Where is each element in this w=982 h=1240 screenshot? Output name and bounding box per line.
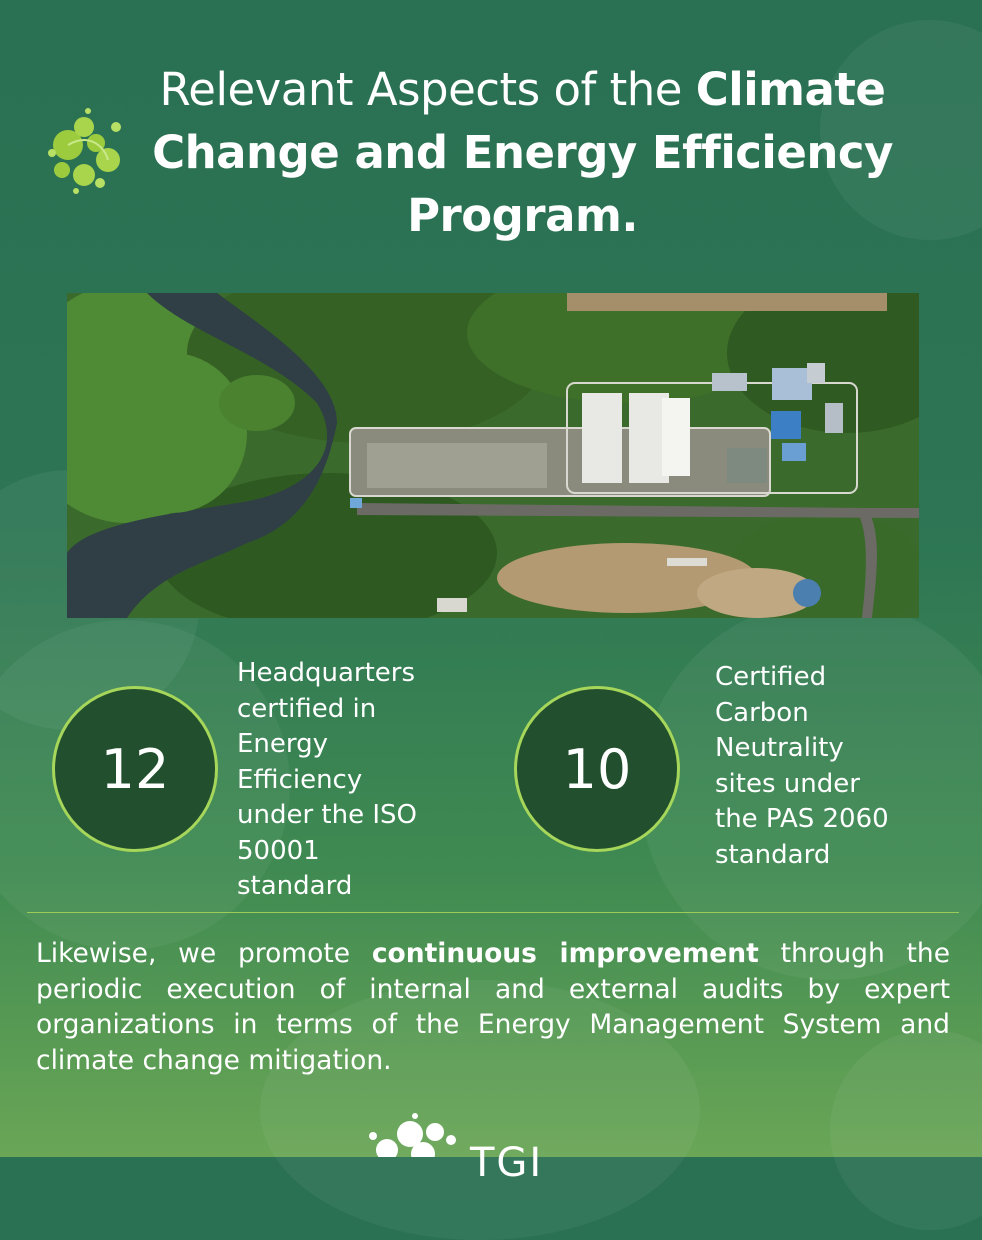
- body-paragraph: [36, 936, 950, 1078]
- para-bold: continuous improvement: [371, 938, 759, 969]
- page-title: [135, 58, 910, 247]
- aerial-photo: [67, 293, 919, 618]
- stat-label-pas2060: Certified Carbon Neutrality sites under the PAS 2060 standard: [715, 662, 889, 870]
- title-bold: Climate Change and Energy Efficiency Program.: [152, 63, 893, 242]
- title-regular: Relevant Aspects of the: [159, 63, 696, 116]
- stat-label-iso50001: Headquarters certified in Energy Efficiency under the ISO 50001 standard: [237, 658, 417, 901]
- para-after: through the periodic execution of internal and external audits by expert organizations in terms of the Energy Management System and climate change mitigation.: [36, 938, 951, 1076]
- divider: [27, 912, 959, 913]
- aerial-photo-graphic: [67, 293, 919, 618]
- stat-value: 12: [100, 737, 170, 801]
- para-before: Likewise, we promote: [36, 938, 372, 969]
- stat-circle-iso50001: [52, 686, 218, 852]
- footer-brand-text: TGI: [470, 1140, 544, 1186]
- bubbles-logo-icon: [38, 105, 128, 197]
- footer-bubbles-logo-icon: [355, 1112, 460, 1157]
- stat-value: 10: [562, 737, 632, 801]
- stat-circle-pas2060: [514, 686, 680, 852]
